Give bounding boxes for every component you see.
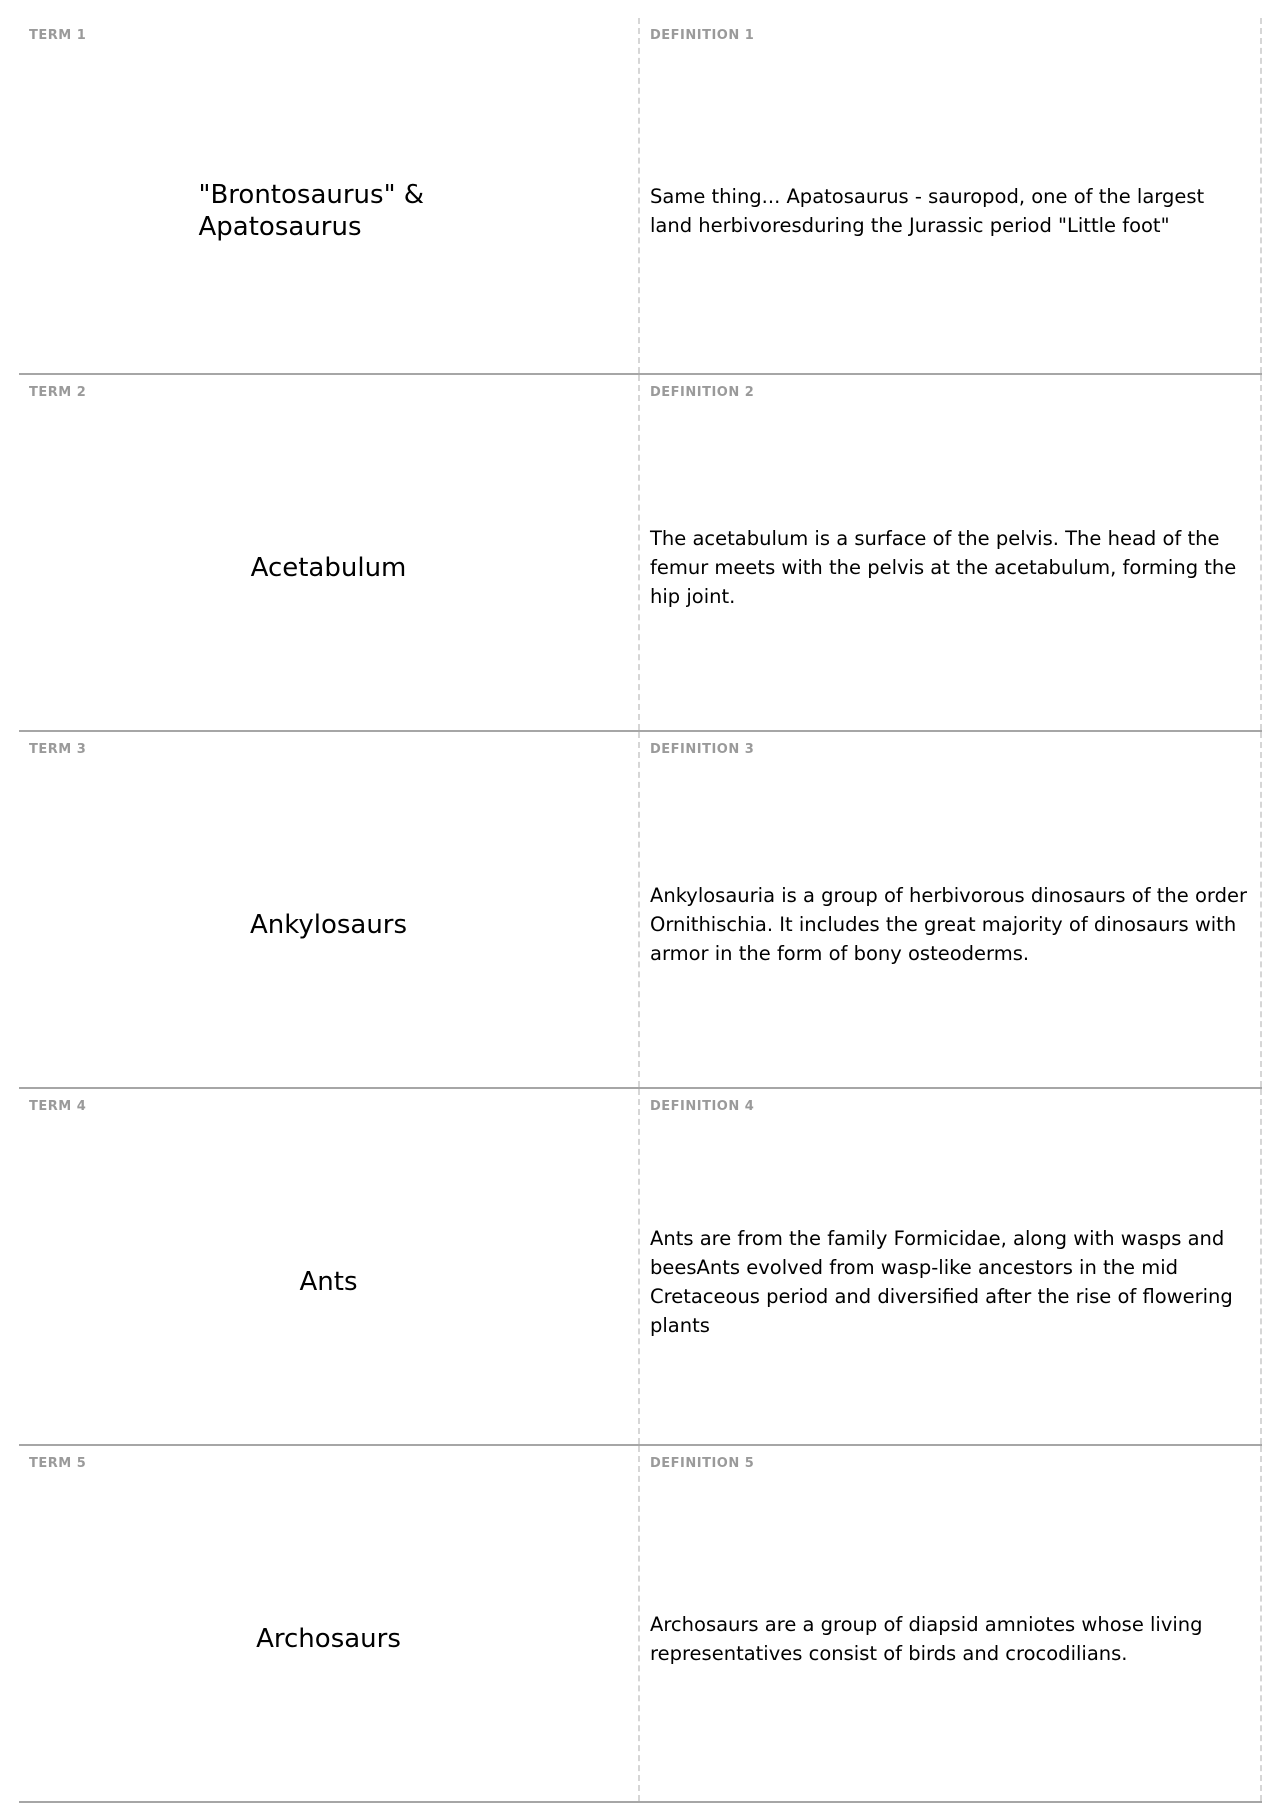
flashcard-sheet xyxy=(19,18,1262,1803)
flashcard-row xyxy=(19,1089,1262,1446)
term-cell xyxy=(19,18,640,373)
term-cell xyxy=(19,732,640,1087)
definition-text: The acetabulum is a surface of the pelvis. The head of the femur meets with the pelvis at the acetabulum, forming the hip joint. xyxy=(650,527,1237,608)
term-label: TERM 1 xyxy=(29,28,87,43)
term-body xyxy=(19,405,638,730)
term-cell xyxy=(19,1089,640,1444)
term-text: Acetabulum xyxy=(250,552,407,583)
definition-label: DEFINITION 5 xyxy=(650,1456,755,1471)
flashcard-row xyxy=(19,18,1262,375)
definition-text: Ants are from the family Formicidae, along with wasps and beesAnts evolved from wasp-like ancestors in the mid Cretaceous period and diversified after the rise of flowering plants xyxy=(650,1226,1233,1337)
flashcard-row xyxy=(19,732,1262,1089)
definition-text: Ankylosauria is a group of herbivorous dinosaurs of the order Ornithischia. It includes the great majority of dinosaurs with armor in the form of bony osteoderms. xyxy=(650,884,1247,965)
definition-text: Same thing... Apatosaurus - sauropod, one of the largest land herbivoresduring the Jurassic period "Little foot" xyxy=(650,184,1205,237)
definition-body xyxy=(640,48,1260,373)
term-text: "Brontosaurus" & Apatosaurus xyxy=(198,179,425,242)
definition-body xyxy=(640,762,1260,1087)
definition-body xyxy=(640,1476,1260,1801)
term-cell xyxy=(19,1446,640,1801)
term-label: TERM 3 xyxy=(29,742,87,757)
term-cell xyxy=(19,375,640,730)
flashcard-row xyxy=(19,375,1262,732)
term-text: Archosaurs xyxy=(256,1623,401,1654)
definition-body xyxy=(640,405,1260,730)
term-body xyxy=(19,1119,638,1444)
definition-cell xyxy=(640,732,1262,1087)
definition-label: DEFINITION 2 xyxy=(650,385,755,400)
flashcard-row xyxy=(19,1446,1262,1803)
term-text: Ants xyxy=(299,1266,358,1297)
term-text: Ankylosaurs xyxy=(249,909,408,940)
definition-label: DEFINITION 1 xyxy=(650,28,755,43)
term-body xyxy=(19,1476,638,1801)
term-label: TERM 4 xyxy=(29,1099,87,1114)
definition-body xyxy=(640,1119,1260,1444)
definition-cell xyxy=(640,375,1262,730)
definition-cell xyxy=(640,1446,1262,1801)
definition-label: DEFINITION 3 xyxy=(650,742,755,757)
term-label: TERM 5 xyxy=(29,1456,87,1471)
term-body xyxy=(19,48,638,373)
term-label: TERM 2 xyxy=(29,385,87,400)
definition-text: Archosaurs are a group of diapsid amniotes whose living representatives consist of birds and crocodilians. xyxy=(650,1612,1203,1665)
definition-cell xyxy=(640,18,1262,373)
definition-cell xyxy=(640,1089,1262,1444)
term-body xyxy=(19,762,638,1087)
definition-label: DEFINITION 4 xyxy=(650,1099,755,1114)
